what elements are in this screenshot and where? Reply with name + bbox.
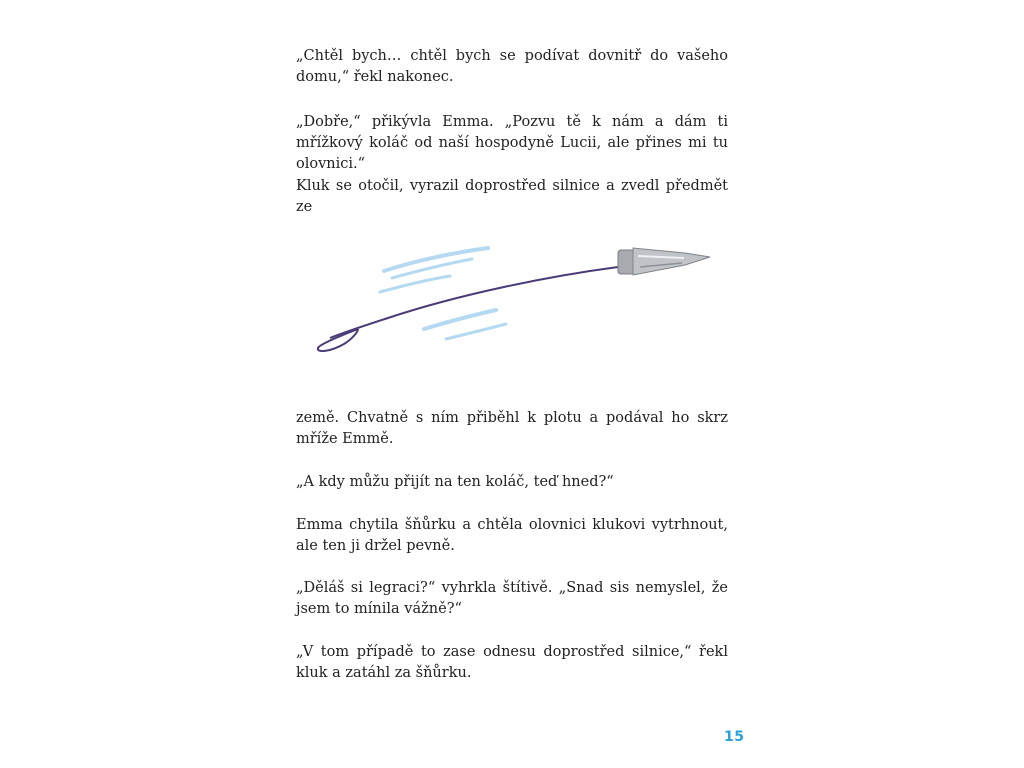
paragraph-3: Kluk se otočil, vyrazil doprostřed silnice a zvedl předmět ze [296,178,728,215]
paragraph-4: země. Chvatně s ním přiběhl k plotu a podával ho skrz mříže Emmě. [296,410,728,447]
paragraph-8: „V tom případě to zase odnesu doprostřed silnice,“ řekl kluk a zatáhl za šňůrku. [296,644,728,681]
paragraph-2: „Dobře,“ přikývla Emma. „Pozvu tě k nám a dám ti mřížkový koláč od naší hospodyně Lucii, ale přines mi tu olovnici.“ [296,114,728,172]
page-number: 15 [724,729,745,745]
paragraph-7: „Děláš si legraci?“ vyhrkla štítivě. „Snad sis nemyslel, že jsem to mínila vážně?“ [296,580,728,617]
plumb-bob-illustration [300,226,730,376]
paragraph-5: „A kdy můžu přijít na ten koláč, teď hned?“ [296,474,614,490]
string-loop [318,329,358,351]
paragraph-6: Emma chytila šňůrku a chtěla olovnici klukovi vytrhnout, ale ten ji držel pevně. [296,517,728,554]
paragraph-1: „Chtěl bych… chtěl bych se podívat dovnitř do vašeho domu,“ řekl nakonec. [296,48,728,85]
plumb-string [330,267,618,338]
plumb-bob [618,248,710,275]
speed-lines [380,248,506,339]
